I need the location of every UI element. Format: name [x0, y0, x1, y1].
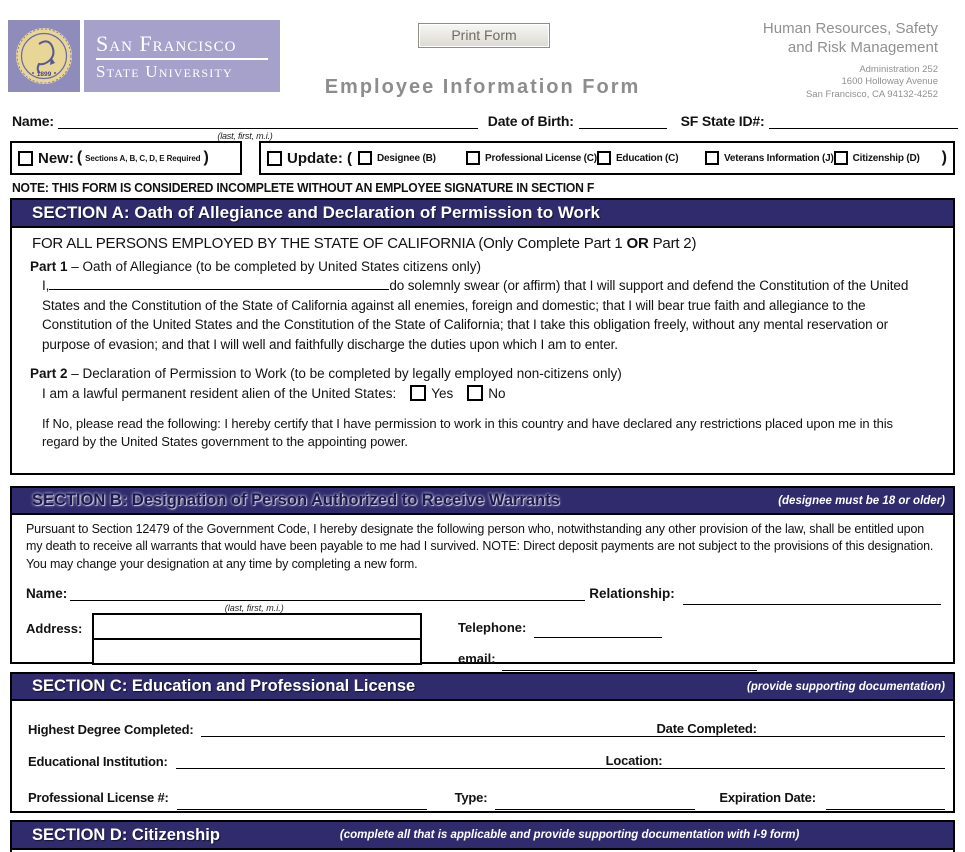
citizenship-checkbox[interactable]	[834, 151, 848, 165]
section-a-intro-pre: FOR ALL PERSONS EMPLOYED BY THE STATE OF CALIFORNIA (Only Complete Part 1	[32, 235, 623, 252]
degree-label: Highest Degree Completed:	[28, 722, 194, 737]
university-name-line2: State University	[96, 61, 233, 81]
part1-label: Part 1	[30, 259, 68, 274]
section-a-intro-or: OR	[626, 235, 649, 252]
institution-label: Educational Institution:	[28, 754, 168, 769]
section-a-intro	[32, 235, 953, 252]
department-line2: and Risk Management	[787, 38, 938, 56]
if-no-paragraph: If No, please read the following: I hereby certify that I have permission to work in this country and have declared any restrictions placed upon me in this regard by the United States government to the appointing power.	[42, 416, 893, 450]
resident-question-row	[42, 385, 953, 401]
license-number-field[interactable]	[177, 794, 427, 810]
resident-no-checkbox[interactable]	[467, 385, 483, 401]
institution-field[interactable]	[176, 749, 945, 769]
telephone-row	[458, 613, 941, 635]
license-row	[28, 781, 945, 805]
department-address1: Administration 252	[859, 63, 938, 75]
resident-question: I am a lawful permanent resident alien of the United States:	[42, 385, 397, 401]
degree-row	[28, 717, 945, 737]
dob-label: Date of Birth:	[487, 113, 574, 129]
telephone-label: Telephone:	[458, 619, 527, 635]
part1-description: – Oath of Allegiance (to be completed by United States citizens only)	[67, 259, 482, 274]
identity-row	[0, 105, 965, 141]
new-form-box	[10, 141, 242, 175]
sfstate-id-label: SF State ID#:	[680, 113, 765, 129]
section-c-header	[12, 674, 953, 701]
designee-checkbox[interactable]	[358, 151, 372, 165]
department-address2: 1600 Holloway Avenue	[841, 76, 938, 88]
part2-heading	[30, 366, 953, 381]
update-checkbox[interactable]	[267, 151, 282, 166]
sfstate-id-field[interactable]	[769, 113, 958, 129]
seal-year: 1899	[36, 71, 52, 78]
location-label: Location:	[605, 753, 663, 768]
address-boxes	[92, 613, 422, 666]
name-label: Name:	[12, 113, 54, 129]
designee-name-row	[26, 581, 941, 613]
section-a	[10, 198, 955, 475]
designee-name-label: Name:	[26, 585, 68, 601]
form-type-row	[10, 141, 955, 175]
new-paren-close: )	[203, 149, 209, 166]
incomplete-note: NOTE: THIS FORM IS CONSIDERED INCOMPLETE WITHOUT AN EMPLOYEE SIGNATURE IN SECTION F	[12, 181, 595, 195]
expiration-date-label: Expiration Date:	[719, 790, 816, 805]
part2-description: – Declaration of Permission to Work (to be completed by legally employed non-citizens only)	[67, 366, 622, 382]
section-c-title: SECTION C: Education and Professional License	[32, 677, 416, 695]
new-label: New:	[38, 149, 74, 167]
dob-field[interactable]	[579, 113, 667, 129]
section-d	[10, 820, 955, 852]
section-b	[10, 486, 955, 664]
designee-contact	[458, 613, 941, 666]
email-field[interactable]	[502, 655, 757, 671]
designee-name-field[interactable]	[70, 585, 585, 613]
name-field[interactable]	[58, 113, 478, 141]
section-d-title: SECTION D: Citizenship	[32, 825, 220, 844]
professional-license-checkbox[interactable]	[466, 151, 480, 165]
department-block	[763, 20, 938, 102]
institution-row	[28, 749, 945, 769]
education-label: Education (C)	[615, 152, 679, 164]
update-option-veterans	[705, 151, 834, 165]
designee-address-area	[26, 613, 941, 666]
email-row	[458, 644, 941, 666]
no-label: No	[488, 385, 506, 401]
form-title: Employee Information Form	[324, 76, 641, 98]
section-b-body: Pursuant to Section 12479 of the Government Code, I hereby designate the following person who, notwithstanding any other provision of the law, shall be entitled upon my death to receive all warrants that would have been payable to me had I survived. NOTE: Direct deposit payments are not subject to the provisions of this designation. You may change your designation at any time by completing a new form.	[26, 522, 934, 571]
designee-label: Designee (B)	[377, 152, 436, 164]
telephone-field[interactable]	[534, 622, 662, 638]
section-d-header	[12, 822, 953, 850]
resident-yes-checkbox[interactable]	[410, 385, 426, 401]
professional-license-label: Professional License (C)	[485, 152, 597, 164]
relationship-label: Relationship:	[589, 585, 675, 601]
license-number-label: Professional License #:	[28, 790, 169, 805]
update-label: Update: (	[287, 149, 352, 167]
oath-name-field[interactable]	[49, 277, 389, 290]
address-line1-field[interactable]	[92, 613, 422, 640]
name-format-hint: (last, first, m.i.)	[217, 131, 273, 141]
part2-label: Part 2	[30, 366, 68, 382]
section-b-note: (designee must be 18 or older)	[778, 494, 945, 507]
update-option-professional-license	[466, 151, 597, 165]
print-form-button[interactable]: Print Form	[418, 23, 550, 48]
update-option-designee	[358, 151, 466, 165]
section-a-intro-post: Part 2)	[652, 235, 697, 252]
new-checkbox[interactable]	[18, 151, 33, 166]
yes-label: Yes	[431, 385, 454, 401]
section-a-header	[12, 200, 953, 228]
section-c-note: (provide supporting documentation)	[746, 680, 945, 693]
department-line1: Human Resources, Safety	[762, 20, 938, 37]
veterans-checkbox[interactable]	[705, 151, 719, 165]
license-type-label: Type:	[454, 790, 488, 805]
new-sections-note: Sections A, B, C, D, E Required	[85, 153, 201, 163]
section-b-header	[12, 488, 953, 515]
section-c	[10, 672, 955, 813]
citizenship-label: Citizenship (D)	[852, 152, 920, 164]
expiration-date-field[interactable]	[826, 794, 945, 810]
address-line2-field[interactable]	[92, 638, 422, 665]
update-option-education	[597, 151, 705, 165]
university-name-line1: San Francisco	[96, 31, 268, 60]
update-form-box	[259, 141, 955, 175]
relationship-field[interactable]	[683, 589, 941, 605]
section-b-title: SECTION B: Designation of Person Authorized to Receive Warrants	[32, 491, 560, 509]
new-paren-open: (	[76, 149, 83, 166]
oath-text: do solemnly swear (or affirm) that I will support and defend the Constitution of the United States and the Constitution of the State of California against all enemies, foreign and domestic; that I will bear true faith and allegiance to the Constitution of the United States and the Constitution of the State of California; that I take this obligation freely, without any mental reservation or purpose of evasion; and that I will well and faithfully discharge the duties upon which I am to enter.	[42, 278, 909, 352]
date-completed-label: Date Completed:	[656, 721, 757, 736]
address-label: Address:	[26, 620, 83, 636]
degree-field[interactable]	[201, 717, 945, 737]
part1-heading	[30, 259, 953, 274]
department-address3: San Francisco, CA 94132-4252	[805, 89, 938, 101]
section-a-title: SECTION A: Oath of Allegiance and Declaration of Permission to Work	[32, 203, 601, 222]
form-header	[0, 0, 965, 105]
license-type-field[interactable]	[495, 794, 695, 810]
update-paren-close: )	[941, 149, 947, 166]
education-checkbox[interactable]	[597, 151, 611, 165]
update-option-citizenship	[834, 151, 942, 165]
email-label: email:	[458, 650, 496, 666]
oath-paragraph	[42, 276, 923, 354]
oath-i-label: I,	[42, 278, 50, 293]
section-d-note: (complete all that is applicable and provide supporting documentation with I-9 form)	[339, 829, 800, 841]
designee-name-hint: (last, first, m.i.)	[224, 602, 284, 613]
veterans-label: Veterans Information (J)	[723, 152, 834, 164]
